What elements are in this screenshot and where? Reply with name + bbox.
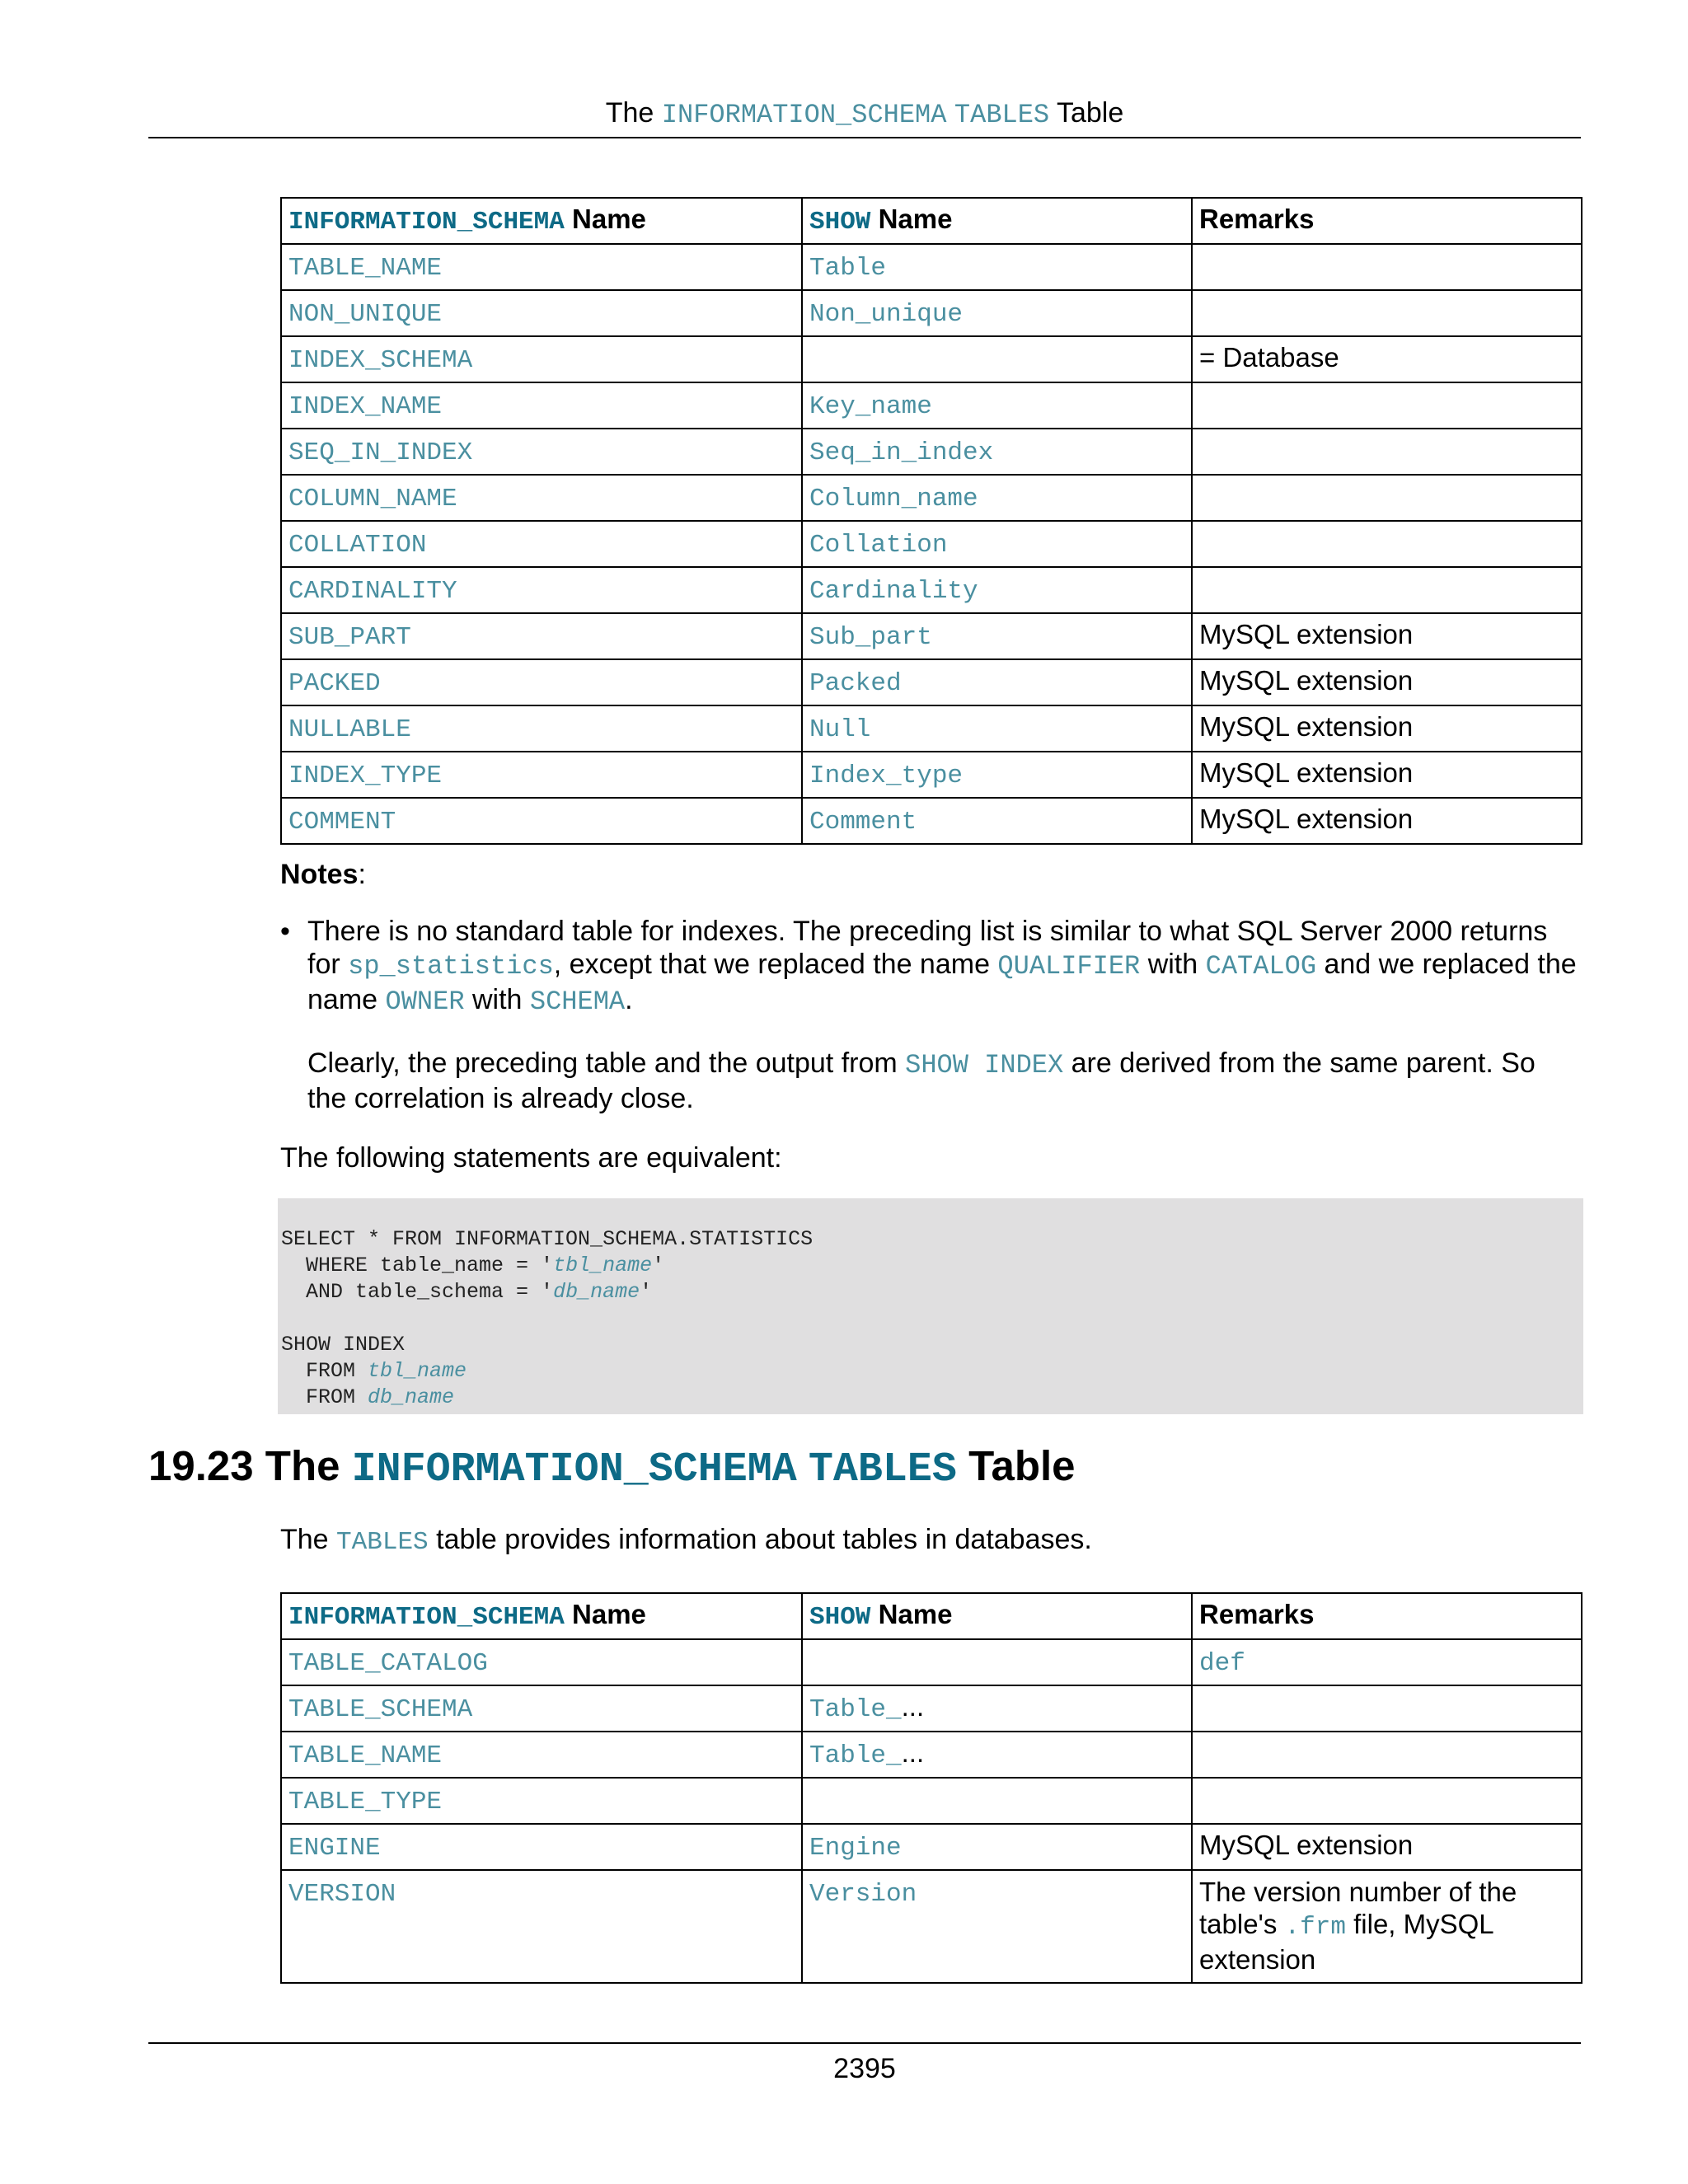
table-header-row — [281, 1593, 1582, 1639]
table-row — [281, 567, 1582, 613]
remarks-cell: MySQL extension — [1192, 705, 1582, 752]
show-name-cell[interactable]: Non_unique — [802, 290, 1192, 336]
is-name-cell[interactable]: SUB_PART — [281, 613, 802, 659]
is-name-cell[interactable]: CARDINALITY — [281, 567, 802, 613]
bullet-icon: • — [280, 916, 290, 947]
remarks-cell — [1192, 567, 1582, 613]
remarks-cell — [1192, 244, 1582, 290]
remarks-cell: MySQL extension — [1192, 752, 1582, 798]
remarks-cell — [1192, 429, 1582, 475]
column-header-information-schema-name: INFORMATION_SCHEMA Name — [281, 198, 802, 244]
remarks-cell: MySQL extension — [1192, 613, 1582, 659]
section-heading: 19.23 The INFORMATION_SCHEMA TABLES Table — [148, 1442, 1076, 1493]
code-owner: OWNER — [385, 987, 465, 1017]
notes-paragraph-2: Clearly, the preceding table and the output from SHOW INDEX are derived from the same parent. So the correlation is already close. — [307, 1047, 1536, 1114]
remarks-cell: MySQL extension — [1192, 1824, 1582, 1870]
table-row — [281, 659, 1582, 705]
placeholder-db-name: db_name — [553, 1280, 640, 1304]
table-row — [281, 613, 1582, 659]
code-link-tables[interactable]: TABLES — [336, 1528, 429, 1557]
remarks-cell — [1192, 1685, 1582, 1732]
show-name-cell[interactable]: Column_name — [802, 475, 1192, 521]
notes-list-item — [280, 915, 1581, 1115]
is-name-cell[interactable]: TABLE_NAME — [281, 244, 802, 290]
column-header-remarks: Remarks — [1192, 198, 1582, 244]
remarks-cell — [1192, 521, 1582, 567]
code-link-show-index[interactable]: SHOW INDEX — [905, 1050, 1064, 1080]
table-row — [281, 798, 1582, 844]
is-name-cell[interactable]: PACKED — [281, 659, 802, 705]
show-name-cell[interactable]: Table — [802, 244, 1192, 290]
show-name-cell[interactable]: Seq_in_index — [802, 429, 1192, 475]
section-intro: The TABLES table provides information about tables in databases. — [280, 1524, 1092, 1557]
header-rule — [148, 137, 1581, 138]
is-name-cell[interactable]: COMMENT — [281, 798, 802, 844]
table-row — [281, 429, 1582, 475]
placeholder-tbl-name: tbl_name — [553, 1254, 653, 1277]
table-row — [281, 1778, 1582, 1824]
is-name-cell[interactable]: NULLABLE — [281, 705, 802, 752]
column-header-information-schema-name: INFORMATION_SCHEMA Name — [281, 1593, 802, 1639]
remarks-cell: = Database — [1192, 336, 1582, 382]
page-number: 2395 — [833, 2053, 896, 2084]
code-link-frm[interactable]: .frm — [1284, 1913, 1346, 1942]
code-block: SELECT * FROM INFORMATION_SCHEMA.STATISTICS WHERE table_name = 'tbl_name' AND table_schema = 'db_name' SHOW INDEX FROM tbl_name FROM db_name — [278, 1198, 1583, 1414]
running-header-suffix: Table — [1056, 97, 1124, 129]
is-name-cell[interactable]: INDEX_NAME — [281, 382, 802, 429]
remarks-cell: def — [1192, 1639, 1582, 1685]
table-row — [281, 705, 1582, 752]
statistics-mapping-table — [280, 197, 1582, 845]
show-name-cell — [802, 1778, 1192, 1824]
footer-rule — [148, 2042, 1581, 2044]
remarks-cell: MySQL extension — [1192, 659, 1582, 705]
show-name-cell[interactable]: Key_name — [802, 382, 1192, 429]
show-name-cell — [802, 1639, 1192, 1685]
show-name-cell[interactable]: Version — [802, 1870, 1192, 1983]
table-row — [281, 521, 1582, 567]
remarks-cell — [1192, 382, 1582, 429]
code-qualifier: QUALIFIER — [997, 951, 1141, 982]
show-name-cell[interactable]: Sub_part — [802, 613, 1192, 659]
show-name-cell[interactable]: Packed — [802, 659, 1192, 705]
code-schema: SCHEMA — [529, 987, 626, 1017]
running-header-code-tables: TABLES — [954, 100, 1050, 130]
column-header-remarks: Remarks — [1192, 1593, 1582, 1639]
code-link-sp-statistics[interactable]: sp_statistics — [348, 951, 554, 982]
is-name-cell[interactable]: VERSION — [281, 1870, 802, 1983]
placeholder-db-name: db_name — [368, 1385, 455, 1409]
table-row — [281, 752, 1582, 798]
notes-paragraph-1: There is no standard table for indexes. The preceding list is similar to what SQL Server 2000 returns for sp_statistics, except that we replaced the name QUALIFIER with CATALOG and we replaced the name OWNER with SCHEMA. — [307, 916, 1577, 1017]
show-name-cell[interactable]: Table_... — [802, 1732, 1192, 1778]
running-header-prefix: The — [605, 97, 654, 129]
remarks-cell — [1192, 290, 1582, 336]
show-name-cell[interactable]: Index_type — [802, 752, 1192, 798]
is-name-cell[interactable]: INDEX_TYPE — [281, 752, 802, 798]
notes-label: Notes: — [280, 859, 366, 890]
table-row — [281, 290, 1582, 336]
section-heading-code-tables: TABLES — [808, 1446, 957, 1493]
running-header-code-information-schema: INFORMATION_SCHEMA — [661, 100, 947, 130]
is-name-cell[interactable]: NON_UNIQUE — [281, 290, 802, 336]
is-name-cell[interactable]: ENGINE — [281, 1824, 802, 1870]
is-name-cell[interactable]: TABLE_TYPE — [281, 1778, 802, 1824]
is-name-cell[interactable]: COLUMN_NAME — [281, 475, 802, 521]
table-row — [281, 475, 1582, 521]
table-row — [281, 1824, 1582, 1870]
remarks-cell — [1192, 1732, 1582, 1778]
column-header-show-name: SHOW Name — [802, 1593, 1192, 1639]
table-row — [281, 336, 1582, 382]
column-header-show-name: SHOW Name — [802, 198, 1192, 244]
table-header-row — [281, 198, 1582, 244]
show-name-cell[interactable]: Table_... — [802, 1685, 1192, 1732]
remarks-cell: The version number of the table's .frm file, MySQL extension — [1192, 1870, 1582, 1983]
show-name-cell[interactable]: Engine — [802, 1824, 1192, 1870]
section-heading-code-information-schema: INFORMATION_SCHEMA — [351, 1446, 797, 1493]
is-name-cell[interactable]: COLLATION — [281, 521, 802, 567]
show-name-cell[interactable]: Null — [802, 705, 1192, 752]
show-name-cell[interactable]: Comment — [802, 798, 1192, 844]
show-name-cell[interactable]: Collation — [802, 521, 1192, 567]
equivalent-statements-text: The following statements are equivalent: — [280, 1142, 782, 1174]
running-header — [148, 92, 1581, 136]
is-name-cell[interactable]: TABLE_SCHEMA — [281, 1685, 802, 1732]
table-row — [281, 1870, 1582, 1983]
placeholder-tbl-name: tbl_name — [368, 1359, 467, 1383]
is-name-cell[interactable]: TABLE_CATALOG — [281, 1639, 802, 1685]
table-row — [281, 1685, 1582, 1732]
tables-mapping-table — [280, 1592, 1582, 1984]
show-name-cell — [802, 336, 1192, 382]
remarks-cell — [1192, 475, 1582, 521]
table-row — [281, 1639, 1582, 1685]
table-row — [281, 382, 1582, 429]
remarks-cell — [1192, 1778, 1582, 1824]
is-name-cell[interactable]: SEQ_IN_INDEX — [281, 429, 802, 475]
table-row — [281, 1732, 1582, 1778]
is-name-cell[interactable]: TABLE_NAME — [281, 1732, 802, 1778]
table-row — [281, 244, 1582, 290]
remarks-cell: MySQL extension — [1192, 798, 1582, 844]
show-name-cell[interactable]: Cardinality — [802, 567, 1192, 613]
code-catalog: CATALOG — [1205, 951, 1317, 982]
is-name-cell[interactable]: INDEX_SCHEMA — [281, 336, 802, 382]
